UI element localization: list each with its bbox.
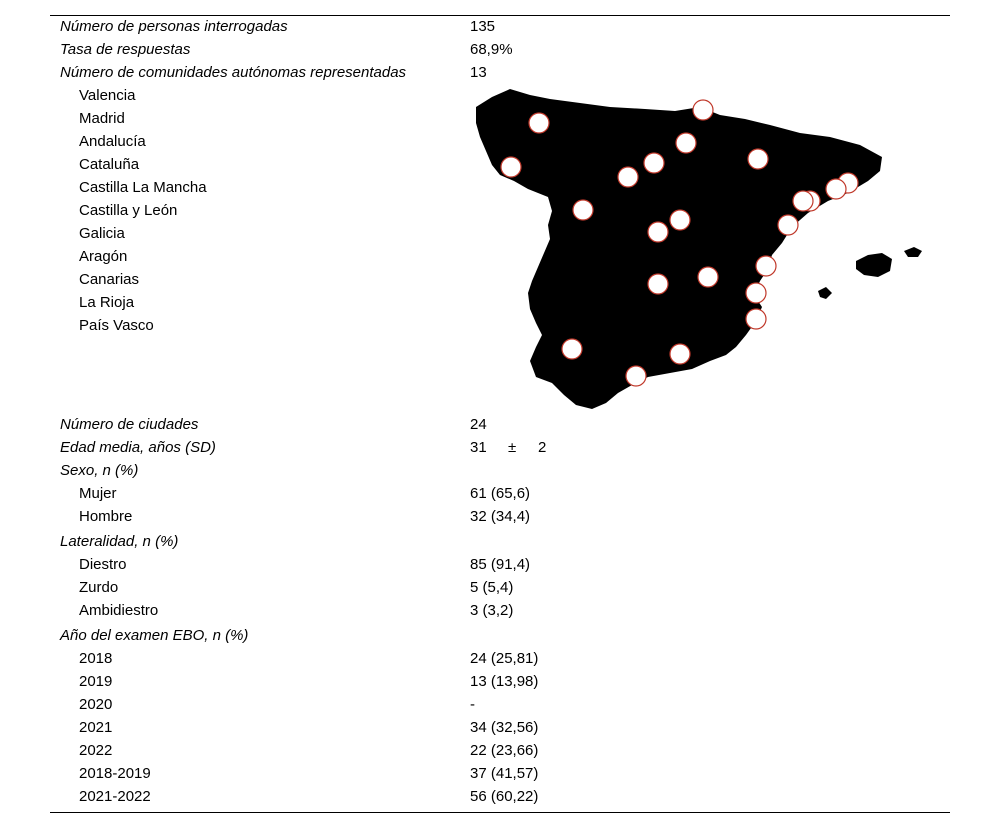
city-marker <box>648 222 668 242</box>
table-bottom-rule <box>50 812 950 813</box>
table-row <box>0 648 1000 670</box>
city-marker <box>618 167 638 187</box>
table-row <box>0 786 1000 808</box>
table-row <box>0 600 1000 622</box>
table-row <box>0 717 1000 739</box>
table-row <box>0 531 1000 553</box>
row-value: 5 (5,4) <box>470 579 514 596</box>
community-label: Galicia <box>79 225 125 242</box>
community-label: Cataluña <box>79 156 140 173</box>
city-marker <box>562 339 582 359</box>
table-row <box>0 763 1000 785</box>
row-value: 13 <box>470 64 487 81</box>
row-value: 31 <box>470 439 487 456</box>
community-label: Valencia <box>79 87 136 104</box>
mallorca-island-shape <box>856 253 892 277</box>
row-label: 2018-2019 <box>79 765 151 782</box>
row-label: Sexo, n (%) <box>60 462 139 479</box>
row-label: Zurdo <box>79 579 119 596</box>
row-label: Tasa de respuestas <box>60 41 191 58</box>
row-label: Número de ciudades <box>60 416 199 433</box>
row-value: 135 <box>470 18 496 35</box>
table-row <box>0 740 1000 762</box>
ibiza-island-shape <box>818 287 832 299</box>
row-label: Número de personas interrogadas <box>60 18 288 35</box>
community-label: Castilla La Mancha <box>79 179 207 196</box>
city-marker <box>644 153 664 173</box>
city-marker <box>756 256 776 276</box>
row-label: 2019 <box>79 673 113 690</box>
city-marker <box>648 274 668 294</box>
row-label: Edad media, años (SD) <box>60 439 216 456</box>
community-label: La Rioja <box>79 294 135 311</box>
city-marker <box>746 309 766 329</box>
table-row <box>0 577 1000 599</box>
community-label: País Vasco <box>79 317 154 334</box>
city-marker <box>693 100 713 120</box>
menorca-island-shape <box>904 247 922 257</box>
city-marker <box>501 157 521 177</box>
city-marker <box>778 215 798 235</box>
community-label: Castilla y León <box>79 202 178 219</box>
row-value: 56 (60,22) <box>470 788 539 805</box>
row-value: 68,9% <box>470 41 513 58</box>
table-row <box>0 414 1000 436</box>
row-value: 13 (13,98) <box>470 673 539 690</box>
plus-minus-sign: ± <box>508 439 517 456</box>
row-label: Año del examen EBO, n (%) <box>60 627 249 644</box>
table-row <box>0 694 1000 716</box>
city-marker <box>698 267 718 287</box>
table-row <box>0 554 1000 576</box>
table-row <box>0 437 1000 459</box>
row-value: 24 (25,81) <box>470 650 539 667</box>
row-value: 22 (23,66) <box>470 742 539 759</box>
table-row <box>0 625 1000 647</box>
spain-map-icon <box>470 85 925 415</box>
table-row <box>0 62 1000 84</box>
row-label: Diestro <box>79 556 127 573</box>
table-row <box>0 483 1000 505</box>
community-label: Andalucía <box>79 133 146 150</box>
row-value: 24 <box>470 416 487 433</box>
city-marker <box>573 200 593 220</box>
row-value: 3 (3,2) <box>470 602 514 619</box>
table-row <box>0 460 1000 482</box>
city-marker <box>676 133 696 153</box>
city-marker <box>670 344 690 364</box>
row-label: Número de comunidades autónomas representadas <box>60 64 407 81</box>
row-label: Ambidiestro <box>79 602 159 619</box>
table-row <box>0 506 1000 528</box>
row-sd-value: 2 <box>538 439 547 456</box>
community-label: Aragón <box>79 248 128 265</box>
row-label: 2022 <box>79 742 113 759</box>
row-value: 85 (91,4) <box>470 556 531 573</box>
row-value: 32 (34,4) <box>470 508 531 525</box>
community-label: Canarias <box>79 271 140 288</box>
city-marker <box>626 366 646 386</box>
row-value: 37 (41,57) <box>470 765 539 782</box>
city-marker <box>748 149 768 169</box>
table-row <box>0 39 1000 61</box>
row-value: - <box>470 696 475 713</box>
row-label: 2020 <box>79 696 113 713</box>
city-marker <box>529 113 549 133</box>
city-marker <box>793 191 813 211</box>
city-marker <box>746 283 766 303</box>
row-label: 2021 <box>79 719 113 736</box>
row-value: 61 (65,6) <box>470 485 531 502</box>
row-label: Hombre <box>79 508 133 525</box>
community-label: Madrid <box>79 110 125 127</box>
city-marker <box>670 210 690 230</box>
table-row <box>0 671 1000 693</box>
row-label: Lateralidad, n (%) <box>60 533 179 550</box>
row-value: 34 (32,56) <box>470 719 539 736</box>
city-marker <box>826 179 846 199</box>
table-row <box>0 16 1000 38</box>
row-label: Mujer <box>79 485 117 502</box>
row-label: 2018 <box>79 650 113 667</box>
row-label: 2021-2022 <box>79 788 151 805</box>
